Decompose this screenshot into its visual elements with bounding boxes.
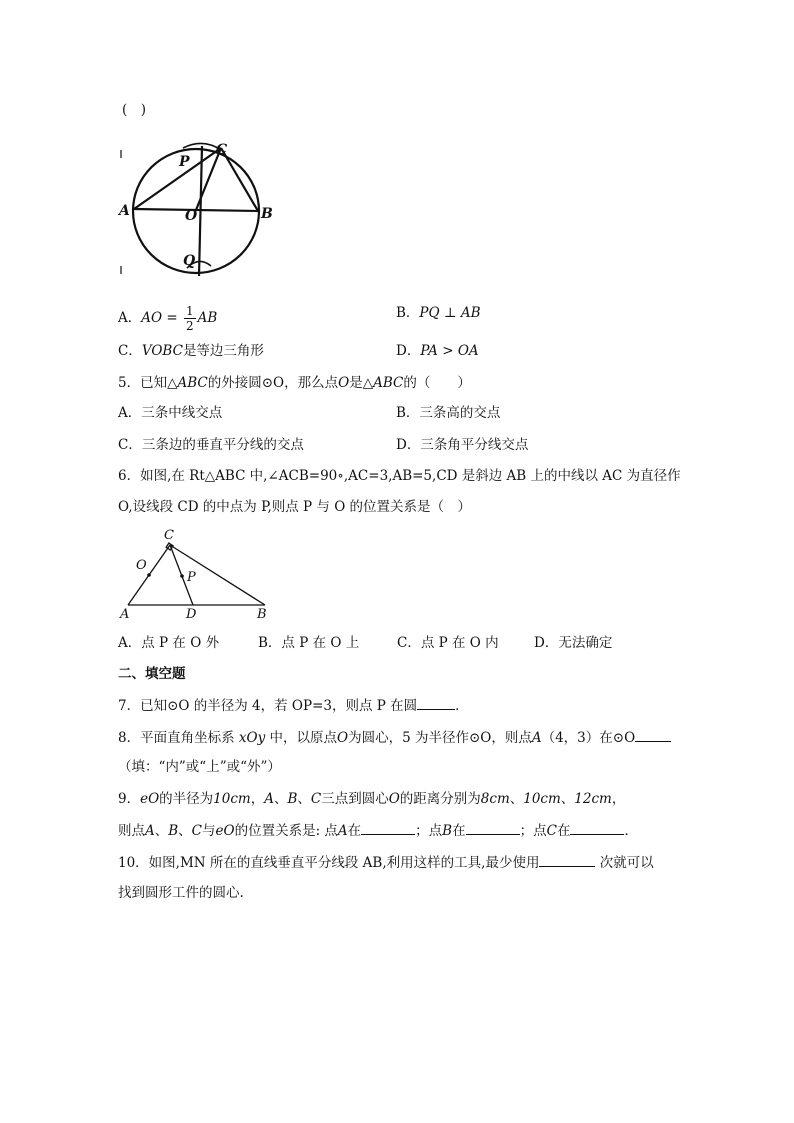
fig-label-a: A (119, 203, 130, 219)
fig-label-q: Q (183, 253, 196, 269)
q9-stem-line1: 9．eO的半径为10cm，A、B、C三点到圆心O的距离分别为8cm、10cm、12cm， (118, 791, 626, 807)
q8-stem-line1: 8．平面直角坐标系 xOy 中，以原点O为圆心，5 为半径作⊙O，则点A（4，3）在⊙O (118, 727, 671, 748)
q5-option-d: D．三条角平分线交点 (396, 437, 529, 453)
q7-answer-blank[interactable] (417, 695, 455, 710)
fig6-label-a: A (120, 607, 130, 620)
q4-option-d: D．PA > OA (396, 343, 479, 359)
fig6-label-p: P (187, 570, 196, 585)
q5-option-c: C．三条边的垂直平分线的交点 (118, 437, 304, 453)
q6-option-b: B．点 P 在 O 上 (258, 635, 360, 651)
q4-option-b: B．PQ ⊥ AB (396, 305, 481, 321)
fig-label-o: O (185, 208, 198, 224)
q6-triangle-figure (115, 525, 285, 620)
q8-stem-line2: （填：“内”或“上”或“外”） (118, 759, 281, 775)
q6-option-d: D．无法确定 (534, 635, 613, 651)
fig6-label-b: B (257, 607, 267, 620)
fig-label-b: B (261, 206, 273, 222)
q4-answer-paren: ( ) (122, 102, 147, 118)
section-heading-fill-blank: 二、填空题 (118, 666, 186, 682)
q5-option-a: A．三条中线交点 (118, 405, 223, 421)
q4-option-a: A．AO = $\frac{1}{2}$ AB (118, 304, 218, 333)
q10-stem-line2: 找到圆形工件的圆心. (118, 885, 244, 901)
q10-stem-line1: 10．如图,MN 所在的直线垂直平分线段 AB,利用这样的工具,最少使用 次就可以 (118, 852, 654, 873)
q6-stem-line1: 6．如图,在 Rt△ABC 中,∠ACB=90∘,AC=3,AB=5,CD 是斜边 AB 上的中线以 AC 为直径作 (118, 468, 681, 484)
fig6-label-c: C (164, 528, 174, 543)
q4-option-c: C．VOBC是等边三角形 (118, 343, 264, 359)
q6-option-c: C．点 P 在 O 内 (397, 635, 499, 651)
fig6-label-o: O (136, 558, 147, 573)
q8-answer-blank[interactable] (635, 727, 671, 742)
q9-stem-line2: 则点A、B、C与eO的位置关系是: 点A在 ；点B在 ；点C在 ． (118, 820, 638, 841)
fig6-label-d: D (186, 607, 197, 620)
q5-stem: 5．已知△ABC的外接圆⊙O，那么点O是△ABC的（ ） (118, 375, 471, 391)
q5-option-b: B．三条高的交点 (396, 405, 501, 421)
q6-stem-line2: O,设线段 CD 的中点为 P,则点 P 与 O 的位置关系是（ ） (118, 499, 472, 515)
q4-circle-figure (115, 138, 285, 288)
fig-label-p: P (179, 154, 190, 170)
q9-blank-c[interactable] (570, 820, 624, 835)
q6-option-a: A．点 P 在 O 外 (118, 635, 220, 651)
q10-answer-blank[interactable] (539, 852, 595, 867)
q7-stem: 7．已知⊙O 的半径为 4，若 OP=3，则点 P 在圆 ． (118, 695, 469, 716)
fraction-one-half: $\frac{1}{2}$ (185, 304, 194, 333)
q9-blank-a[interactable] (361, 820, 415, 835)
fig-label-c: C (216, 142, 228, 158)
q9-blank-b[interactable] (466, 820, 520, 835)
